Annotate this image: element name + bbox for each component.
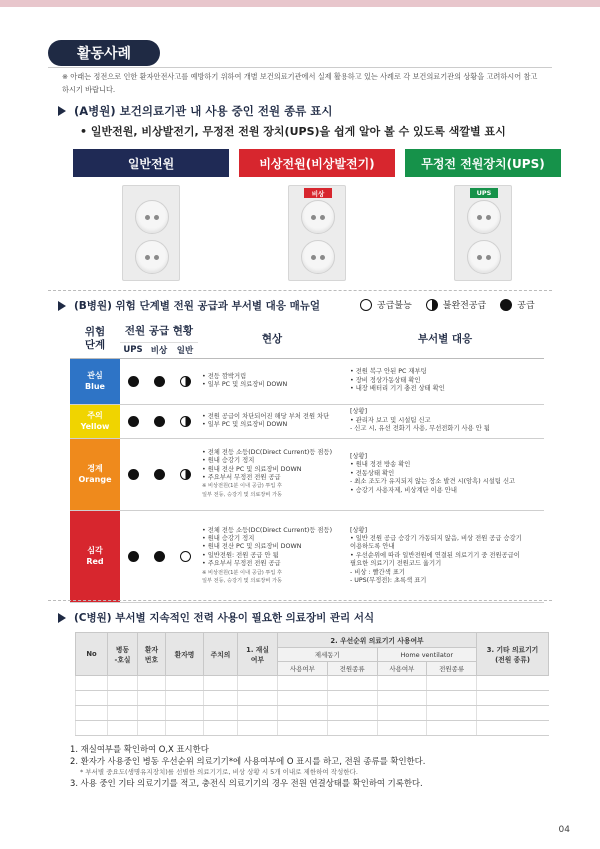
form-blank-cell [427, 706, 477, 721]
risk-level-ko: 심각 [87, 546, 103, 555]
form-blank-cell [76, 676, 108, 691]
equipment-form-table [75, 632, 549, 736]
risk-level-cell [70, 438, 120, 510]
response-line: • 승강기 사용자제, 비상계단 이용 안내 [350, 486, 457, 494]
page-number: 04 [558, 825, 570, 835]
situation-line: • 주요부서 무정전 전원 공급 [202, 474, 281, 481]
section-a-heading [58, 103, 333, 119]
response-line: • 전동상태 확인 [350, 469, 395, 477]
form-blank-cell [238, 721, 278, 736]
power-outlet-icon [122, 185, 180, 281]
supply-status-cell [172, 358, 198, 404]
form-device-ventilator: Home ventilator [377, 648, 477, 662]
response-line: - 비상 : 빨간색 표기 [350, 568, 405, 576]
power-type-label: 무정전 전원장치(UPS) [405, 149, 561, 177]
situation-line: • 전체 전등 소등(DC(Direct Current)등 점등) [202, 526, 333, 534]
risk-level-ko: 주의 [87, 411, 103, 420]
form-blank-cell [108, 721, 138, 736]
full-circle-icon [128, 551, 139, 562]
form-blank-cell [138, 721, 166, 736]
risk-level-table [70, 320, 544, 603]
col-situation: 현상 [198, 320, 346, 358]
situation-line: • 전원 공급이 차단되어진 해당 부처 전원 차단 [202, 412, 330, 420]
form-blank-cell [138, 691, 166, 706]
half-circle-icon [426, 299, 438, 311]
supply-status-cell [120, 404, 146, 438]
full-circle-icon [128, 469, 139, 480]
situation-line: • 일부 PC 및 의료장비 DOWN [202, 381, 288, 388]
risk-level-ko: 경계 [87, 464, 103, 473]
situation-cell [198, 404, 346, 438]
form-notes [70, 743, 425, 789]
situation-cell [198, 438, 346, 510]
top-accent-bar [0, 0, 600, 7]
empty-circle-icon [180, 551, 191, 562]
form-blank-cell [477, 721, 549, 736]
situation-line: • 원내 전산 PC 및 의료장비 DOWN [202, 543, 302, 551]
form-blank-cell [427, 721, 477, 736]
title-divider [48, 67, 552, 68]
situation-cell [198, 510, 346, 602]
full-circle-icon [128, 376, 139, 387]
section-c-title: (C병원) 부서별 지속적인 전력 사용이 필요한 의료장비 관리 서식 [74, 612, 375, 624]
col-response: 부서별 대응 [346, 320, 544, 358]
form-blank-cell [377, 721, 427, 736]
triangle-bullet-icon [58, 613, 66, 623]
form-blank-cell [477, 691, 549, 706]
triangle-bullet-icon [58, 106, 66, 116]
full-circle-icon [154, 469, 165, 480]
col-normal: 일반 [172, 342, 198, 358]
form-blank-row [76, 691, 549, 706]
risk-level-en: Yellow [80, 422, 110, 431]
form-blank-row [76, 706, 549, 721]
section-a-title: (A병원) 보건의료기관 내 사용 중인 전원 종류 표시 [74, 104, 333, 118]
situation-line: • 원내 승강기 정지 [202, 534, 255, 542]
risk-level-ko: 관심 [87, 371, 103, 380]
supply-status-cell [172, 404, 198, 438]
empty-circle-icon [360, 299, 372, 311]
risk-level-cell [70, 404, 120, 438]
form-device-defibrillator: 제세동기 [278, 648, 378, 662]
supply-legend [360, 298, 535, 311]
full-circle-icon [128, 416, 139, 427]
response-line: • 관리자 보고 및 시설팀 신고 [350, 416, 431, 424]
response-line: • 우선순위에 따라 일반전원에 연결된 의료기기 중 전원공급이 [350, 551, 520, 559]
situation-note: ※ 비상전원(1분 이내 공급) 투입 후 [202, 569, 283, 576]
supply-status-cell [146, 358, 172, 404]
risk-row [70, 358, 544, 404]
response-line: [상황] [350, 526, 368, 534]
legend-none: 공급불능 [360, 298, 412, 311]
half-circle-icon [180, 416, 191, 427]
form-blank-cell [76, 721, 108, 736]
form-blank-cell [204, 676, 238, 691]
form-col-presence: 1. 재실 여부 [238, 633, 278, 676]
form-blank-row [76, 721, 549, 736]
full-circle-icon [500, 299, 512, 311]
socket-icon [301, 240, 335, 274]
outlet-tag: 비상 [304, 188, 332, 198]
form-blank-cell [138, 676, 166, 691]
form-blank-cell [278, 691, 328, 706]
form-blank-cell [166, 691, 204, 706]
response-cell [346, 510, 544, 602]
risk-row [70, 510, 544, 602]
situation-note: 일부 전등, 승강기 및 의료장비 가동 [202, 491, 283, 498]
response-line: - 최소 조도가 유지되지 않는 장소 발견 시(암흑) 시설팀 신고 [350, 478, 516, 486]
form-blank-cell [108, 691, 138, 706]
form-blank-cell [427, 691, 477, 706]
risk-level-en: Red [86, 557, 104, 566]
form-blank-cell [108, 676, 138, 691]
form-blank-cell [477, 706, 549, 721]
form-col-no: No [76, 633, 108, 676]
form-blank-cell [108, 706, 138, 721]
section-divider [48, 290, 552, 291]
form-blank-cell [238, 691, 278, 706]
response-line: • 장비 정상가동상태 확인 [350, 376, 421, 384]
full-circle-icon [154, 416, 165, 427]
supply-status-cell [146, 438, 172, 510]
col-emergency: 비상 [146, 342, 172, 358]
outlet-tag: UPS [470, 188, 498, 198]
response-line: • 내장 배터리 기기 충전 상태 확인 [350, 385, 445, 393]
risk-level-cell [70, 510, 120, 602]
socket-icon [467, 200, 501, 234]
form-blank-cell [166, 721, 204, 736]
supply-status-cell [172, 510, 198, 602]
form-col-ward: 병동 -호실 [108, 633, 138, 676]
full-circle-icon [154, 551, 165, 562]
form-col-patient-id: 환자 번호 [138, 633, 166, 676]
response-line: - 신고 시, 유선 전화기 사용, 무선전화기 사용 안 됨 [350, 425, 490, 433]
risk-row [70, 404, 544, 438]
form-blank-row [76, 676, 549, 691]
form-col-priority-device: 2. 우선순위 의료기기 사용여부 [278, 633, 477, 648]
response-line: 필요한 의료기기 전원코드 옮기기 [350, 560, 442, 568]
supply-status-cell [120, 510, 146, 602]
col-supply-status: 전원 공급 현황 [120, 320, 198, 342]
power-outlet-icon [454, 185, 512, 281]
form-blank-cell [76, 691, 108, 706]
response-line: • 원내 정전 방송 확인 [350, 461, 411, 469]
socket-icon [301, 200, 335, 234]
supply-status-cell [172, 438, 198, 510]
form-blank-cell [278, 676, 328, 691]
situation-line: • 원내 승강기 정지 [202, 457, 255, 465]
form-blank-cell [377, 676, 427, 691]
legend-full: 공급 [500, 298, 534, 311]
socket-icon [467, 240, 501, 274]
form-subcol-power: 전원종류 [427, 662, 477, 676]
form-blank-cell [166, 676, 204, 691]
half-circle-icon [180, 469, 191, 480]
form-blank-cell [204, 706, 238, 721]
form-blank-cell [427, 676, 477, 691]
form-blank-cell [327, 691, 377, 706]
half-circle-icon [180, 376, 191, 387]
response-line: • 전원 복구 안된 PC 재부팅 [350, 368, 427, 376]
note-1: 1. 재실여부를 확인하여 O,X 표시한다 [70, 744, 209, 754]
socket-icon [135, 240, 169, 274]
form-blank-cell [278, 721, 328, 736]
form-blank-cell [327, 676, 377, 691]
form-col-other-device: 3. 기타 의료기기 (전원 종류) [477, 633, 549, 676]
legend-partial: 불완전공급 [426, 298, 486, 311]
form-blank-cell [204, 691, 238, 706]
form-blank-cell [377, 706, 427, 721]
page-title: 활동사례 [48, 40, 160, 66]
form-subcol-use: 사용여부 [377, 662, 427, 676]
section-divider [48, 600, 552, 601]
socket-icon [135, 200, 169, 234]
triangle-bullet-icon [58, 301, 66, 311]
form-blank-cell [166, 706, 204, 721]
situation-note: ※ 비상전원(1분 이내 공급) 투입 후 [202, 483, 283, 490]
situation-line: • 전등 깜박거림 [202, 372, 247, 380]
situation-cell [198, 358, 346, 404]
response-cell [346, 438, 544, 510]
section-a-bullet: • 일반전원, 비상발전기, 무정전 전원 장치(UPS)을 쉽게 알아 볼 수 있도록 색깔별 표시 [80, 125, 506, 138]
form-subcol-use: 사용여부 [278, 662, 328, 676]
response-line: [상황] [350, 452, 368, 460]
form-blank-cell [377, 691, 427, 706]
form-blank-cell [278, 706, 328, 721]
note-2: 2. 환자가 사용중인 병동 우선순위 의료기기*에 사용여부에 O 표시를 하고, 전원 종류를 확인한다. [70, 756, 426, 766]
col-ups: UPS [120, 342, 146, 358]
power-outlet-icon [288, 185, 346, 281]
response-line: • 일반 전원 공급 승강기 가동되지 않음, 비상 전원 공급 승강기 [350, 534, 522, 542]
form-blank-cell [327, 721, 377, 736]
intro-note: ※ 아래는 정전으로 인한 환자안전사고를 예방하기 위하여 개별 보건의료기관에서 실제 활용하고 있는 사례로 각 보건의료기관의 상황을 고려하시어 참고하시기 바랍니다. [62, 72, 538, 94]
supply-status-cell [120, 438, 146, 510]
form-subcol-power: 전원종류 [327, 662, 377, 676]
situation-note: 일부 전등, 승강기 및 의료장비 가동 [202, 578, 283, 585]
response-line: - UPS(무정전): 초록색 표기 [350, 577, 427, 585]
form-col-physician: 주치의 [204, 633, 238, 676]
section-b-heading [58, 298, 320, 313]
supply-status-cell [146, 510, 172, 602]
situation-line: • 주요부서 무정전 전원 공급 [202, 560, 281, 568]
section-c-heading [58, 610, 374, 625]
response-line: 이용하도록 안내 [350, 543, 395, 551]
situation-line: • 원내 전산 PC 및 의료장비 DOWN [202, 465, 302, 473]
form-blank-cell [477, 676, 549, 691]
form-blank-cell [204, 721, 238, 736]
risk-level-en: Orange [78, 475, 112, 484]
section-b-title: (B병원) 위험 단계별 전원 공급과 부서별 대응 매뉴얼 [74, 300, 321, 312]
situation-line: • 전체 전등 소등(DC(Direct Current)등 점등) [202, 448, 333, 456]
risk-level-en: Blue [85, 382, 105, 391]
power-type-label: 비상전원(비상발전기) [239, 149, 395, 177]
col-risk-level: 위험 단계 [70, 320, 120, 358]
supply-status-cell [146, 404, 172, 438]
risk-level-cell [70, 358, 120, 404]
risk-row [70, 438, 544, 510]
form-col-patient-name: 환자명 [166, 633, 204, 676]
situation-line: • 일반전원: 전원 공급 안 됨 [202, 551, 279, 559]
note-3: 3. 사용 중인 기타 의료기기를 적고, 충전식 의료기기의 경우 전원 연결상태를 확인하여 기록한다. [70, 778, 423, 788]
response-cell [346, 404, 544, 438]
form-blank-cell [238, 706, 278, 721]
power-type-label: 일반전원 [73, 149, 229, 177]
form-blank-cell [327, 706, 377, 721]
response-line: [상황] [350, 408, 368, 416]
form-blank-cell [138, 706, 166, 721]
full-circle-icon [154, 376, 165, 387]
note-2-footnote: * 부서별 중요도(생명유지장치)를 선별한 의료기기로, 비상 상황 시 5개 이내로 제한하여 작성한다. [80, 768, 358, 776]
response-cell [346, 358, 544, 404]
situation-line: • 일부 PC 및 의료장비 DOWN [202, 421, 288, 428]
form-blank-cell [76, 706, 108, 721]
form-blank-cell [238, 676, 278, 691]
supply-status-cell [120, 358, 146, 404]
